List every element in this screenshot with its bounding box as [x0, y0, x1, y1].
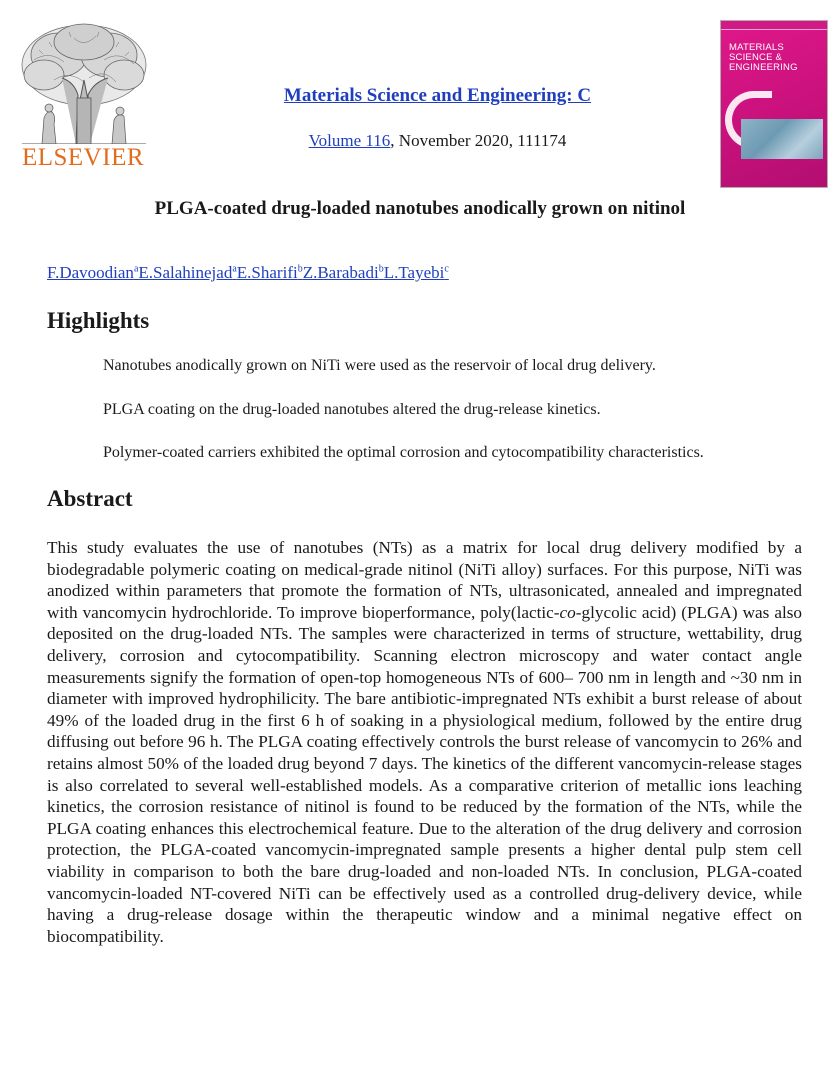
cover-title-line: MATERIALS — [729, 42, 784, 53]
volume-link[interactable]: Volume 116 — [308, 131, 391, 150]
highlight-item: Polymer-coated carriers exhibited the optimal corrosion and cytocompatibility characteristics. — [103, 444, 704, 461]
tree-icon — [14, 20, 154, 144]
issue-date: , November 2020, 111174 — [390, 131, 567, 150]
highlight-item: Nanotubes anodically grown on NiTi were used as the reservoir of local drug delivery. — [103, 357, 656, 374]
author-link[interactable]: E.Sharifi$^b$ — [236, 263, 303, 282]
highlight-item: PLGA coating on the drug-loaded nanotubes altered the drug-release kinetics. — [103, 401, 601, 418]
journal-title-link[interactable]: Materials Science and Engineering: C — [283, 85, 592, 106]
author-link[interactable]: F.Davoodian$^a$ — [47, 263, 139, 282]
author-link[interactable]: L.Tayebi$^c$ — [383, 263, 449, 282]
cover-top-strip — [721, 21, 827, 30]
author-list — [47, 262, 449, 284]
abstract-heading: Abstract — [47, 486, 133, 511]
volume-line — [170, 130, 705, 152]
abstract-text: This study evaluates the use of nanotubes (NTs) as a matrix for local drug delivery modified by a biodegradable polymeric coating on medical-grade nitinol (NiTi alloy) surfaces. For this purpose, NiTi was anodized within parameters that promote the formation of NTs, ultrasonicated, annealed and impregnated with vancomycin hydrochloride. To improve bioperformance, poly(lactic-co-glycolic acid) (PLGA) was also deposited on the drug-loaded NTs. The samples were characterized in terms of structure, wettability, drug delivery, corrosion and cytocompatibility. Scanning electron microscopy and water contact angle measurements signify the formation of open-top homogeneous NTs of 600– 700 nm in length and ~30 nm in diameter with improved hydrophilicity. The bare antibiotic-impregnated NTs exhibit a burst release of about 49% of the loaded drug in the first 6 h of soaking in a physiological medium, followed by the entire drug diffusing out before 96 h. The PLGA coating effectively controls the burst release of vancomycin to 26% and retains almost 50% of the loaded drug beyond 7 days. The kinetics of the different vancomycin-release stages is also correlated to several well-established models. As a comparative criterion of metallic ions leaching kinetics, the corrosion resistance of nitinol is found to be reduced by the formation of the NTs, while the PLGA coating enhances this electrochemical feature. Due to the alteration of the drug delivery and corrosion protection, the PLGA-coated vancomycin-impregnated sample presents a higher dental pulp stem cell viability in comparison to both the bare drug-loaded and non-loaded NTs. In conclusion, PLGA-coated vancomycin-loaded NT-covered NiTi can be effectively used as a controlled drug-delivery device, while having a drug-release dosage within the therapeutic window and a minimal negative effect on biocompatibility. — [47, 538, 803, 946]
highlights-heading: Highlights — [47, 308, 150, 333]
cover-title-line: ENGINEERING — [729, 62, 798, 73]
author-link[interactable]: Z.Barabadi$^b$ — [302, 263, 384, 282]
cover-micrograph-image — [741, 119, 823, 159]
publisher-name: ELSEVIER — [21, 144, 145, 171]
article-title: PLGA-coated drug-loaded nanotubes anodically grown on nitinol — [154, 198, 686, 219]
author-link[interactable]: E.Salahinejad$^a$ — [138, 263, 237, 282]
cover-title — [729, 43, 825, 73]
journal-cover-image[interactable] — [721, 21, 827, 187]
cover-title-line: SCIENCE & — [729, 52, 783, 63]
